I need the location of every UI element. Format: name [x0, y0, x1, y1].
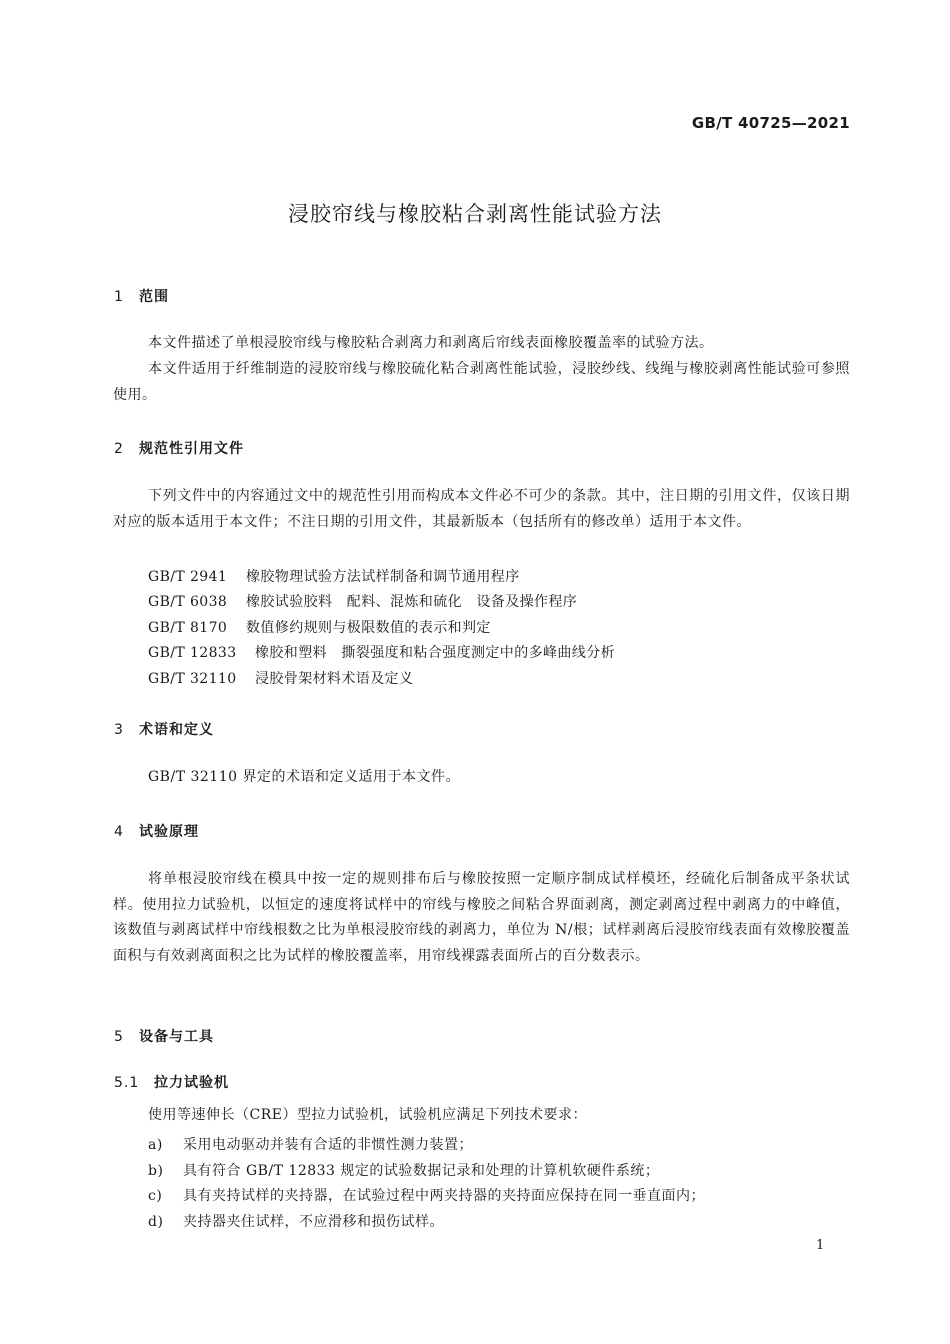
section-heading-normative-references	[114, 438, 244, 458]
reference-code: GB/T 12833	[148, 645, 237, 661]
subsection-heading-tensile-tester	[114, 1072, 229, 1092]
paragraph: 本文件适用于纤维制造的浸胶帘线与橡胶硫化粘合剥离性能试验，浸胶纱线、线绳与橡胶剥离性能试验可参照使用。	[113, 361, 850, 403]
subsection-title: 拉力试验机	[154, 1075, 229, 1091]
list-item-text: 具有符合 GB/T 12833 规定的试验数据记录和处理的计算机软硬件系统；	[183, 1163, 660, 1179]
list-item	[148, 1134, 473, 1154]
list-item	[148, 1160, 659, 1180]
reference-entry	[148, 668, 413, 688]
reference-entry	[148, 642, 615, 662]
reference-code: GB/T 6038	[148, 594, 228, 610]
list-item	[148, 1211, 444, 1231]
section-title: 设备与工具	[139, 1029, 214, 1045]
page-number: 1	[816, 1238, 825, 1253]
standard-code: GB/T 40725—2021	[691, 114, 850, 132]
section-number: 5	[114, 1029, 124, 1045]
section-number: 4	[114, 824, 124, 840]
paragraph: GB/T 32110 界定的术语和定义适用于本文件。	[148, 769, 460, 785]
list-item-text: 采用电动驱动并装有合适的非惯性测力装置；	[183, 1137, 473, 1153]
reference-entry	[148, 591, 577, 611]
section-heading-test-principle	[114, 821, 199, 841]
section-title: 试验原理	[139, 824, 199, 840]
reference-code: GB/T 32110	[148, 671, 237, 687]
section-number: 1	[114, 289, 124, 305]
document-title: 浸胶帘线与橡胶粘合剥离性能试验方法	[288, 202, 662, 226]
section-title: 范围	[139, 289, 169, 305]
reference-entry	[148, 617, 491, 637]
section-heading-equipment-tools	[114, 1026, 214, 1046]
list-item	[148, 1185, 705, 1205]
reference-code: GB/T 2941	[148, 569, 228, 585]
section-title: 术语和定义	[139, 722, 214, 738]
section-number: 3	[114, 722, 124, 738]
paragraph: 本文件描述了单根浸胶帘线与橡胶粘合剥离力和剥离后帘线表面橡胶覆盖率的试验方法。	[148, 335, 714, 351]
section-number: 2	[114, 441, 124, 457]
section-heading-terms-definitions	[114, 719, 214, 739]
paragraph: 使用等速伸长（CRE）型拉力试验机，试验机应满足下列技术要求：	[148, 1107, 587, 1123]
reference-title: 浸胶骨架材料术语及定义	[255, 671, 414, 687]
reference-title: 数值修约规则与极限数值的表示和判定	[246, 620, 491, 636]
reference-entry	[148, 566, 520, 586]
list-marker: a)	[148, 1137, 163, 1153]
paragraph: 下列文件中的内容通过文中的规范性引用而构成本文件必不可少的条款。其中，注日期的引用文件，仅该日期对应的版本适用于本文件；不注日期的引用文件，其最新版本（包括所有的修改单）适用于本文件。	[113, 488, 850, 530]
list-item-text: 夹持器夹住试样，不应滑移和损伤试样。	[183, 1214, 444, 1230]
section-heading-scope	[114, 286, 169, 306]
reference-title: 橡胶试验胶料 配料、混炼和硫化 设备及操作程序	[246, 594, 578, 610]
section-title: 规范性引用文件	[139, 441, 244, 457]
list-marker: b)	[148, 1163, 164, 1179]
list-marker: d)	[148, 1214, 164, 1230]
reference-title: 橡胶和塑料 撕裂强度和粘合强度测定中的多峰曲线分析	[255, 645, 615, 661]
reference-title: 橡胶物理试验方法试样制备和调节通用程序	[246, 569, 520, 585]
reference-code: GB/T 8170	[148, 620, 228, 636]
list-item-text: 具有夹持试样的夹持器，在试验过程中两夹持器的夹持面应保持在同一垂直面内；	[183, 1188, 705, 1204]
paragraph: 将单根浸胶帘线在模具中按一定的规则排布后与橡胶按照一定顺序制成试样模坯，经硫化后制备成平条状试样。使用拉力试验机，以恒定的速度将试样中的帘线与橡胶之间粘合界面剥离，测定剥离过程中剥离力的中峰值，该数值与剥离试样中帘线根数之比为单根浸胶帘线的剥离力，单位为 N/根；试样剥离后浸胶帘线表面有效橡胶覆盖面积与有效剥离面积之比为试样的橡胶覆盖率，用帘线裸露表面所占的百分数表示。	[113, 871, 850, 964]
list-marker: c)	[148, 1188, 163, 1204]
subsection-number: 5.1	[114, 1075, 140, 1091]
